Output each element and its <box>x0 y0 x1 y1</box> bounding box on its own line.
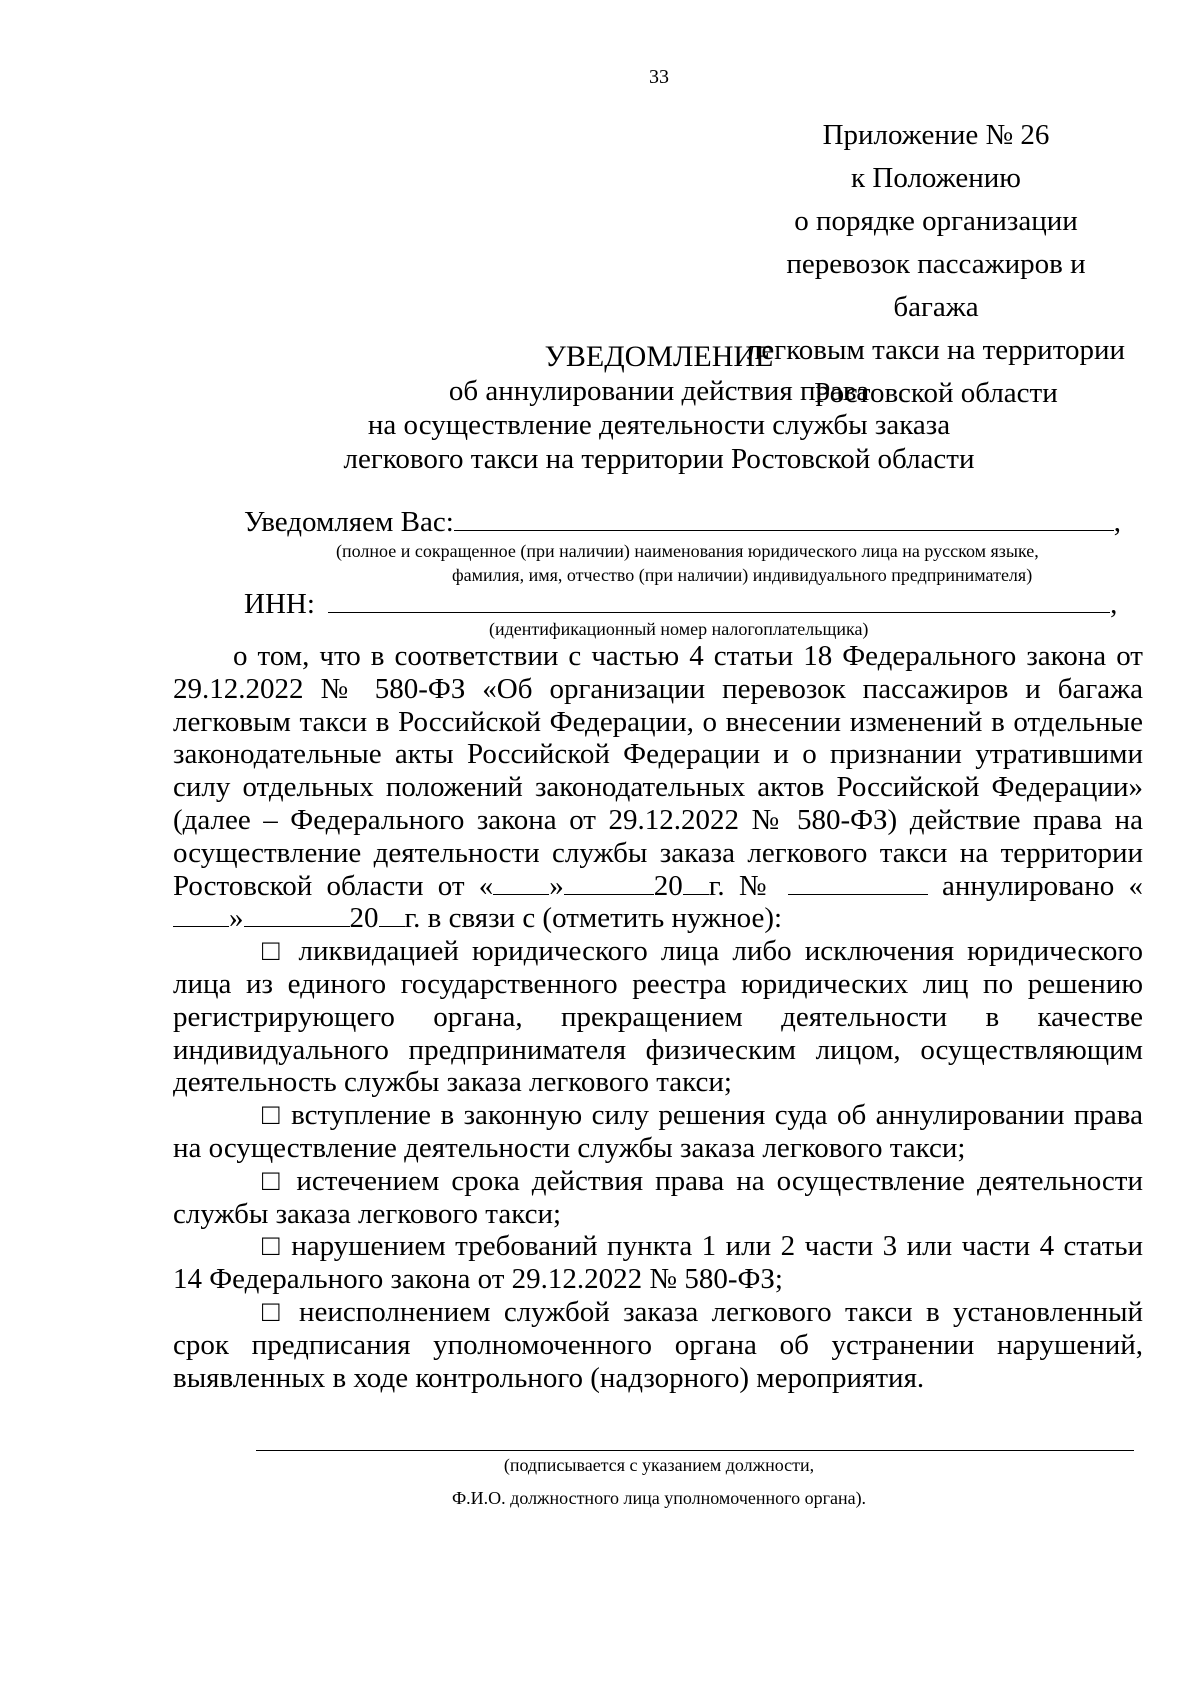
appendix-line: Приложение № 26 <box>822 119 1050 151</box>
appendix-line: к Положению <box>851 162 1021 194</box>
signature-caption: (подписывается с указанием должности, <box>503 1455 815 1475</box>
reason-option[interactable]: □ вступление в законную силу решения суда об аннулировании права на осуществление деятельности службы заказа легкового такси; <box>173 1099 1143 1164</box>
inn-caption: (идентификационный номер налогоплательщика) <box>489 619 869 639</box>
quote-close: » <box>549 869 564 902</box>
page-number: 33 <box>649 66 669 88</box>
reason-option[interactable]: □ ликвидацией юридического лица либо исключения юридического лица из единого государственного реестра юридических лиц по решению регистрирующего органа, прекращением деятельности в качестве индивидуального предпринимателя физическим лицом, осуществляющим деятельность службы заказа легкового такси; <box>173 935 1143 1099</box>
inn-row: ИНН: , <box>244 588 1118 620</box>
notice-body <box>173 640 1143 1394</box>
annul-month-field[interactable] <box>244 902 350 927</box>
number-label: г. № <box>708 869 774 902</box>
recipient-name-field[interactable] <box>454 504 1114 531</box>
signature-line[interactable] <box>256 1450 1134 1451</box>
inn-field[interactable] <box>328 586 1110 613</box>
body-paragraph <box>173 640 1143 935</box>
notify-label: Уведомляем Вас: <box>244 506 454 538</box>
appendix-line: перевозок пассажиров и багажа <box>786 248 1086 323</box>
quote-close: » <box>229 902 244 935</box>
title-line: об аннулировании действия права <box>448 375 870 407</box>
signature-caption: Ф.И.О. должностного лица уполномоченного органа). <box>451 1488 867 1508</box>
appendix-line: о порядке организации <box>794 205 1078 237</box>
intro-text: о том, что в соответствии с частью 4 статьи 18 Федерального закона от 29.12.2022 № 580-ФЗ «Об организации перевозок пассажиров и багажа легковым такси в Российской Федерации, о внесении изменений в отдельные законодательные акты Российской Федерации и о признании утратившими силу отдельных положений законодательных актов Российской Федерации» (далее – Федерального закона от 29.12.2022 № 580-ФЗ) действие права на осуществление деятельности службы заказа легкового такси на территории Ростовской области от « <box>173 640 1143 902</box>
year-prefix: 20 <box>349 902 379 935</box>
appendix-line: легковым такси на территории <box>746 334 1126 366</box>
recipient-caption: фамилия, имя, отчество (при наличии) индивидуального предпринимателя) <box>452 565 1033 585</box>
decision-number-field[interactable] <box>788 870 928 895</box>
recipient-caption: (полное и сокращенное (при наличии) наименования юридического лица на русском языке, <box>336 541 1039 561</box>
reason-option[interactable]: □ нарушением требований пункта 1 или 2 части 3 или части 4 статьи 14 Федерального закона от 29.12.2022 № 580-ФЗ; <box>173 1230 1143 1296</box>
appendix-line: Ростовской области <box>814 377 1058 409</box>
annulled-text: аннулировано « <box>927 869 1143 902</box>
reason-intro: г. в связи с (отметить нужное): <box>404 902 783 935</box>
title-heading: УВЕДОМЛЕНИЕ <box>544 340 774 373</box>
inn-label: ИНН: <box>244 588 315 620</box>
reason-option[interactable]: □ неисполнением службой заказа легкового такси в установленный срок предписания уполномоченного органа об устранении нарушений, выявленных в ходе контрольного (надзорного) мероприятия. <box>173 1295 1143 1394</box>
date-month-field[interactable] <box>564 870 654 895</box>
reason-option[interactable]: □ истечением срока действия права на осуществление деятельности службы заказа легкового такси; <box>173 1164 1143 1230</box>
date-day-field[interactable] <box>493 870 549 895</box>
date-year-field[interactable] <box>683 870 709 895</box>
notify-row: Уведомляем Вас: , <box>244 506 1122 538</box>
year-prefix: 20 <box>653 869 683 902</box>
title-line: на осуществление деятельности службы заказа <box>367 409 951 441</box>
title-line: легкового такси на территории Ростовской области <box>343 443 975 475</box>
annul-year-field[interactable] <box>379 902 405 927</box>
annul-day-field[interactable] <box>173 902 229 927</box>
document-title <box>0 340 1200 476</box>
